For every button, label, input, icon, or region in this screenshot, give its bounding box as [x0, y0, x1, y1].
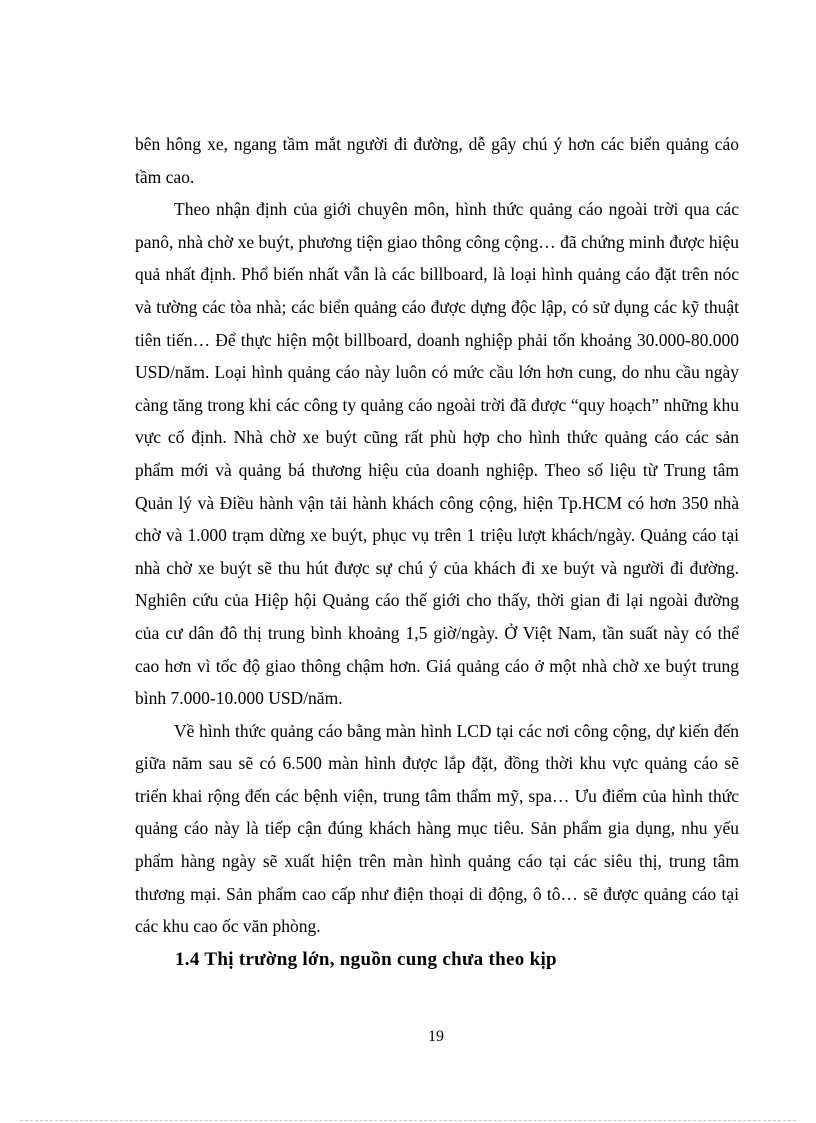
- body-text: [135, 128, 739, 977]
- section-heading: 1.4 Thị trường lớn, nguồn cung chưa theo kịp: [175, 948, 557, 970]
- page-number: 19: [428, 1028, 444, 1045]
- paragraph-continuation: bên hông xe, ngang tầm mắt người đi đường, dễ gây chú ý hơn các biển quảng cáo tầm cao.: [135, 134, 739, 187]
- paragraph-lcd-advertising: Về hình thức quảng cáo bằng màn hình LCD tại các nơi công cộng, dự kiến đến giữa năm sau sẽ có 6.500 màn hình được lắp đặt, đồng thời khu vực quảng cáo sẽ triển khai rộng đến các bệnh viện, trung tâm thẩm mỹ, spa… Ưu điểm của hình thức quảng cáo này là tiếp cận đúng khách hàng mục tiêu. Sản phẩm gia dụng, nhu yếu phẩm hàng ngày sẽ xuất hiện trên màn hình quảng cáo tại các siêu thị, trung tâm thương mại. Sản phẩm cao cấp như điện thoại di động, ô tô… sẽ được quảng cáo tại các khu cao ốc văn phòng.: [135, 720, 739, 937]
- page-divider: [20, 1120, 796, 1121]
- paragraph-outdoor-advertising: Theo nhận định của giới chuyên môn, hình thức quảng cáo ngoài trời qua các panô, nhà chờ xe buýt, phương tiện giao thông công cộng… đã chứng minh được hiệu quả nhất định. Phổ biến nhất vẫn là các billboard, là loại hình quảng cáo đặt trên nóc và tường các tòa nhà; các biển quảng cáo được dựng độc lập, có sử dụng các kỹ thuật tiên tiến… Để thực hiện một billboard, doanh nghiệp phải tốn khoảng 30.000-80.000 USD/năm. Loại hình quảng cáo này luôn có mức cầu lớn hơn cung, do nhu cầu ngày càng tăng trong khi các công ty quảng cáo ngoài trời đã được “quy hoạch” những khu vực cố định. Nhà chờ xe buýt cũng rất phù hợp cho hình thức quảng cáo các sản phẩm mới và quảng bá thương hiệu của doanh nghiệp. Theo số liệu từ Trung tâm Quản lý và Điều hành vận tải hành khách công cộng, hiện Tp.HCM có hơn 350 nhà chờ và 1.000 trạm dừng xe buýt, phục vụ trên 1 triệu lượt khách/ngày. Quảng cáo tại nhà chờ xe buýt sẽ thu hút được sự chú ý của khách đi xe buýt và người đi đường. Nghiên cứu của Hiệp hội Quảng cáo thế giới cho thấy, thời gian đi lại ngoài đường của cư dân đô thị trung bình khoảng 1,5 giờ/ngày. Ở Việt Nam, tần suất này có thể cao hơn vì tốc độ giao thông chậm hơn. Giá quảng cáo ở một nhà chờ xe buýt trung bình 7.000-10.000 USD/năm.: [135, 199, 739, 709]
